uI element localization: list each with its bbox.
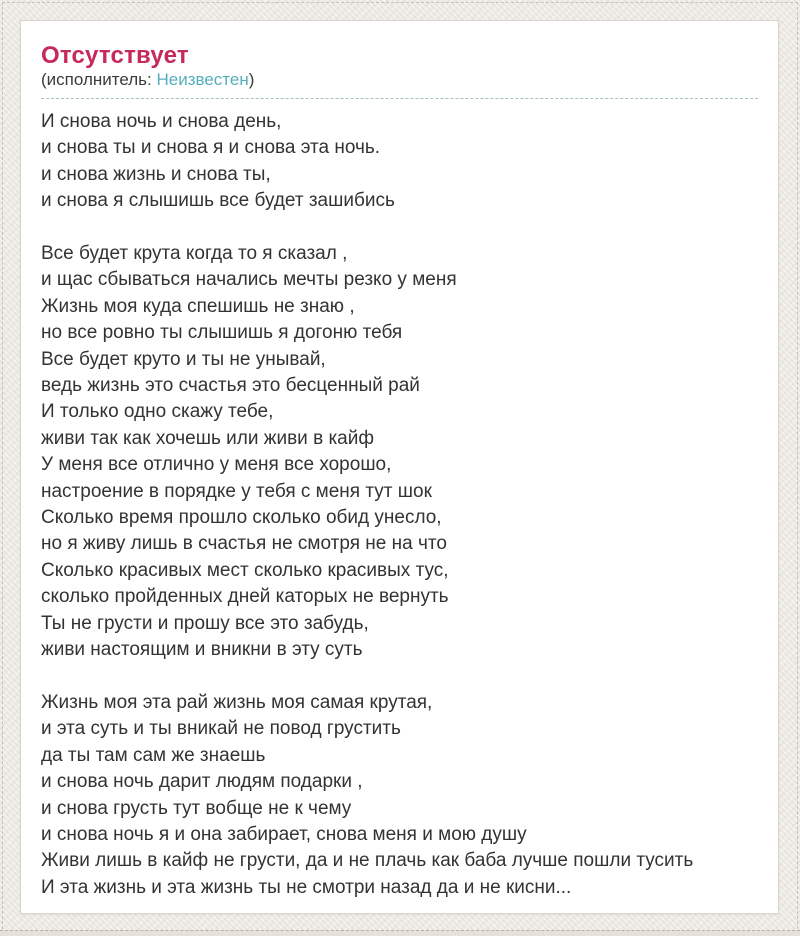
lyric-line: и щас сбываться начались мечты резко у меня — [41, 269, 457, 291]
lyric-line: Все будет крута когда то я сказал , — [41, 243, 348, 265]
lyrics-stanza — [41, 690, 758, 901]
lyric-line: и снова жизнь и снова ты, — [41, 163, 271, 185]
lyric-line: Сколько время прошло сколько обид унесло, — [41, 507, 442, 529]
lyric-line: и снова ночь я и она забирает, снова меня и мою душу — [41, 823, 527, 845]
lyric-line: но я живу лишь в счастья не смотря не на что — [41, 533, 447, 555]
song-subtitle — [41, 69, 758, 99]
lyric-line: Живи лишь в кайф не грусти, да и не плачь как баба лучше пошли тусить — [41, 850, 694, 872]
page-footer-strip — [0, 930, 800, 936]
lyrics-text — [41, 109, 758, 901]
lyric-line: и снова грусть тут вобще не к чему — [41, 797, 352, 819]
subtitle-prefix: (исполнитель: — [41, 70, 157, 89]
lyrics-stanza — [41, 109, 758, 215]
lyric-line: Сколько красивых мест сколько красивых тус, — [41, 559, 449, 581]
lyric-line: Ты не грусти и прошу все это забудь, — [41, 612, 369, 634]
lyric-line: и снова я слышишь все будет зашибись — [41, 190, 395, 212]
song-title: Отсутствует — [41, 42, 189, 69]
lyric-line: и снова ты и снова я и снова эта ночь. — [41, 137, 381, 159]
lyric-line: И только одно скажу тебе, — [41, 401, 274, 423]
lyric-line: да ты там сам же знаешь — [41, 744, 266, 766]
lyric-line: И снова ночь и снова день, — [41, 111, 282, 132]
lyric-line: живи настоящим и вникни в эту суть — [41, 639, 363, 661]
lyric-line: сколько пройденных дней каторых не вернуть — [41, 586, 449, 608]
lyric-line: но все ровно ты слышишь я догоню тебя — [41, 322, 403, 344]
lyric-line: ведь жизнь это счастья это бесценный рай — [41, 375, 420, 397]
lyric-line: Жизнь моя куда спешишь не знаю , — [41, 295, 355, 317]
lyric-line: и снова ночь дарит людям подарки , — [41, 771, 363, 793]
lyrics-card — [20, 20, 779, 914]
lyric-line: и эта суть и ты вникай не повод грустить — [41, 718, 401, 740]
lyrics-stanza — [41, 241, 758, 664]
artist-link[interactable]: Неизвестен — [156, 70, 249, 89]
lyric-line: И эта жизнь и эта жизнь ты не смотри назад да и не кисни... — [41, 876, 572, 898]
subtitle-suffix: ) — [248, 70, 255, 89]
lyric-line: настроение в порядке у тебя с меня тут шок — [41, 480, 432, 502]
lyric-line: У меня все отлично у меня все хорошо, — [41, 454, 392, 476]
lyric-line: Жизнь моя эта рай жизнь моя самая крутая, — [41, 691, 433, 713]
lyric-line: живи так как хочешь или живи в кайф — [41, 427, 374, 449]
lyric-line: Все будет круто и ты не унывай, — [41, 348, 326, 370]
